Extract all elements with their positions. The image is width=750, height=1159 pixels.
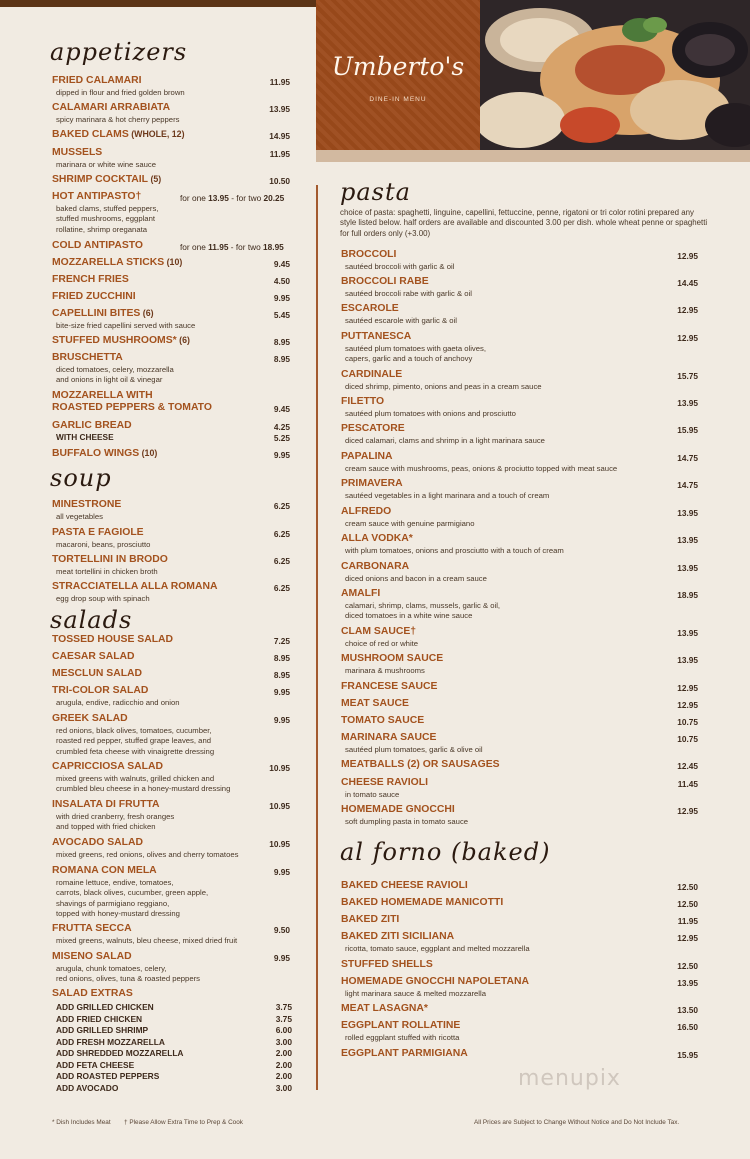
al-forno-item-desc: ricotta, tomato sauce, eggplant and melted mozzarella <box>345 944 530 953</box>
salads-item-name: CAPRICCIOSA SALAD <box>52 761 164 772</box>
appetizers-item-name: SHRIMP COCKTAIL (5) <box>52 174 162 185</box>
pasta-item-price: 12.95 <box>677 305 698 315</box>
pasta-heading: pasta <box>340 178 411 206</box>
salad-extra-name: ADD AVOCADO <box>56 1082 119 1093</box>
salads-item-desc: red onions, olives, tuna & roasted peppers <box>56 974 201 984</box>
pasta-item-desc: cream sauce with mushrooms, peas, onions & prociutto topped with meat sauce <box>345 464 618 473</box>
al-forno-item-name: BAKED ZITI <box>341 914 400 925</box>
appetizers-item-desc: bite-size fried capellini served with sauce <box>56 321 196 330</box>
salads-item-name: GREEK SALAD <box>52 713 128 724</box>
pasta-item-desc: cream sauce with genuine parmigiano <box>345 519 475 528</box>
pasta-item-desc: sautéed escarole with garlic & oil <box>345 316 457 325</box>
soup-item-price: 6.25 <box>273 556 290 566</box>
salads-item-price: 10.95 <box>269 839 290 849</box>
pasta-item-name: MUSHROOM SAUCE <box>341 653 444 664</box>
salad-extra-price: 2.00 <box>275 1071 292 1081</box>
salad-extra-row <box>56 1071 292 1083</box>
pasta-item-name: CLAM SAUCE† <box>341 626 417 637</box>
appetizers-item-qty: (10) <box>164 257 183 267</box>
pasta-item-name: ALLA VODKA* <box>341 533 413 544</box>
al-forno-item-name: HOMEMADE GNOCCHI NAPOLETANA <box>341 976 529 987</box>
price-part: - for two <box>228 193 264 203</box>
soup-item-price: 6.25 <box>273 529 290 539</box>
pasta-item-desc: capers, garlic and a touch of anchovy <box>345 354 473 364</box>
salads-item-price: 7.25 <box>273 636 290 646</box>
salads-item-price: 9.95 <box>273 953 290 963</box>
price-part: for one <box>180 193 209 203</box>
pasta-item-desc: sautéed plum tomatoes with gaeta olives, <box>345 344 487 353</box>
soup-item-name: TORTELLINI IN BRODO <box>52 554 168 565</box>
brand-logo: Umberto's <box>331 52 465 81</box>
appetizers-item-price: 4.25 <box>273 422 290 432</box>
pasta-item-price: 13.95 <box>677 398 698 408</box>
salad-extra-name: ADD GRILLED SHRIMP <box>56 1025 149 1035</box>
salads-item-price: 9.95 <box>273 687 290 697</box>
salads-item-price: 9.95 <box>273 867 290 877</box>
footnote-time: † Please Allow Extra Time to Prep & Cook <box>124 1119 243 1126</box>
appetizers-item-price: 9.95 <box>273 450 290 460</box>
pasta-item-price: 10.75 <box>677 717 698 727</box>
pasta-item-name: ALFREDO <box>341 506 392 517</box>
appetizers-item-price: 10.50 <box>269 176 290 186</box>
appetizers-item-price: 11.95 <box>269 77 290 87</box>
salads-item-price: 9.95 <box>273 715 290 725</box>
footnote-prices: All Prices are Subject to Change Without Notice and Do Not Include Tax. <box>474 1119 680 1126</box>
appetizers-item-qty: (6) <box>140 308 154 318</box>
column-divider <box>316 185 318 1090</box>
pasta-item-price: 11.45 <box>677 779 698 789</box>
appetizers-item-price: 4.50 <box>273 276 290 286</box>
soup-item-price: 6.25 <box>273 583 290 593</box>
salad-extra-price: 2.00 <box>275 1048 292 1058</box>
salad-extra-row <box>56 1083 292 1095</box>
appetizers-item-name: BRUSCHETTA <box>52 352 123 363</box>
appetizers-item-name: STUFFED MUSHROOMS* (6) <box>52 335 190 346</box>
soup-item-desc: meat tortellini in chicken broth <box>56 567 158 576</box>
salads-item-name: INSALATA DI FRUTTA <box>52 799 160 810</box>
pasta-item-name: FRANCESE SAUCE <box>341 681 438 692</box>
salads-item-desc: mixed greens, red onions, olives and cherry tomatoes <box>56 850 239 859</box>
al-forno-item-name: MEAT LASAGNA* <box>341 1003 428 1014</box>
appetizers-item-name: COLD ANTIPASTO <box>52 240 144 251</box>
salads-item-name: FRUTTA SECCA <box>52 923 132 934</box>
appetizers-item-name: FRENCH FRIES <box>52 274 129 285</box>
appetizers-item-price: 11.95 <box>269 149 290 159</box>
pasta-item-name: ESCAROLE <box>341 303 399 314</box>
appetizers-item-price: 8.95 <box>273 354 290 364</box>
salads-item-price: 10.95 <box>269 763 290 773</box>
price-part: 20.25 <box>263 193 285 203</box>
salads-item-desc: and topped with fried chicken <box>56 822 156 832</box>
al-forno-item-name: BAKED HOMEMADE MANICOTTI <box>341 897 504 908</box>
appetizers-item-name: GARLIC BREAD <box>52 420 132 431</box>
appetizers-item-sub-price: 5.25 <box>273 433 290 443</box>
pasta-item-name: MEATBALLS (2) OR SAUSAGES <box>341 759 500 770</box>
al-forno-item-price: 12.50 <box>677 899 698 909</box>
pasta-item-desc: with plum tomatoes, onions and prosciutto with a touch of cream <box>345 546 564 555</box>
salads-item-name: ROMANA CON MELA <box>52 865 157 876</box>
appetizers-item-desc: diced tomatoes, celery, mozzarella <box>56 365 174 374</box>
pasta-item-name: BROCCOLI RABE <box>341 276 429 287</box>
al-forno-item-name: BAKED ZITI SICILIANA <box>341 931 455 942</box>
price-part: for one <box>180 242 209 252</box>
pasta-item-desc: calamari, shrimp, clams, mussels, garlic & oil, <box>345 601 501 610</box>
appetizers-item-desc: stuffed mushrooms, eggplant <box>56 214 155 224</box>
price-part: 11.95 <box>208 242 229 252</box>
pasta-item-desc: diced calamari, clams and shrimp in a light marinara sauce <box>345 436 545 445</box>
salads-item-desc: crumbled feta cheese with vinaigrette dressing <box>56 746 215 756</box>
appetizers-item-name: HOT ANTIPASTO† <box>52 191 142 202</box>
salads-item-name: AVOCADO SALAD <box>52 837 144 848</box>
pasta-item-name: CHEESE RAVIOLI <box>341 777 428 788</box>
pasta-item-desc: sautéed broccoli rabe with garlic & oil <box>345 289 472 298</box>
salad-extra-price: 3.00 <box>275 1036 292 1047</box>
appetizers-item-desc: and onions in light oil & vinegar <box>56 375 163 385</box>
al-forno-item-desc: light marinara sauce & melted mozzarella <box>345 989 486 998</box>
pasta-item-desc: sautéed vegetables in a light marinara and a touch of cream <box>345 491 550 500</box>
appetizers-item-name: MOZZARELLA STICKS (10) <box>52 257 183 268</box>
al-forno-item-name: EGGPLANT PARMIGIANA <box>341 1048 468 1059</box>
salad-extra-name: ADD SHREDDED MOZZARELLA <box>56 1048 184 1058</box>
salads-item-name: MESCLUN SALAD <box>52 668 143 679</box>
appetizers-item-name: FRIED CALAMARI <box>52 75 142 86</box>
soup-item-price: 6.25 <box>273 501 290 511</box>
pasta-item-name: HOMEMADE GNOCCHI <box>341 804 455 815</box>
al-forno-item-price: 11.95 <box>677 916 698 926</box>
pasta-item-price: 12.95 <box>677 806 698 816</box>
salads-item-desc: carrots, black olives, cucumber, green apple, <box>56 888 209 898</box>
salads-item-name: TRI-COLOR SALAD <box>52 685 149 696</box>
salads-item-desc: mixed greens, walnuts, bleu cheese, mixed dried fruit <box>56 936 238 945</box>
salads-item-price: 8.95 <box>273 670 290 680</box>
appetizers-item-desc: spicy marinara & hot cherry peppers <box>56 115 180 124</box>
salad-extra-row <box>56 1037 292 1049</box>
salads-item-desc: shavings of parmigiano reggiano, <box>56 898 170 908</box>
appetizers-item-sub: WITH CHEESE <box>56 432 114 442</box>
top-strip <box>0 0 316 7</box>
pasta-item-price: 13.95 <box>677 628 698 638</box>
price-part: - for two <box>228 242 264 252</box>
pasta-item-desc: marinara & mushrooms <box>345 666 425 675</box>
pasta-item-desc: diced shrimp, pimento, onions and peas in a cream sauce <box>345 382 542 391</box>
salads-item-desc: romaine lettuce, endive, tomatoes, <box>56 878 174 887</box>
soup-item-desc: egg drop soup with spinach <box>56 594 150 603</box>
pasta-item-desc: diced onions and bacon in a cream sauce <box>345 574 487 583</box>
pasta-item-price: 14.75 <box>677 453 698 463</box>
pasta-item-name: CARBONARA <box>341 561 410 572</box>
salads-item-name: CAESAR SALAD <box>52 651 135 662</box>
brand-subtitle: DINE-IN MENU <box>369 96 427 103</box>
salad-extra-price: 6.00 <box>275 1025 292 1035</box>
salads-item-desc: mixed greens with walnuts, grilled chicken and <box>56 774 215 783</box>
soup-item-desc: macaroni, beans, prosciutto <box>56 540 151 549</box>
al-forno-heading: al forno (baked) <box>340 838 551 866</box>
al-forno-item-desc: rolled eggplant stuffed with ricotta <box>345 1033 460 1042</box>
pasta-item-name: PRIMAVERA <box>341 478 403 489</box>
pasta-item-desc: diced tomatoes in a white wine sauce <box>345 611 473 621</box>
salad-extra-name: ADD FRIED CHICKEN <box>56 1013 143 1024</box>
salad-extras-list <box>56 1002 292 1094</box>
appetizers-item-dual-price <box>180 242 284 252</box>
salads-item-desc: crumbled bleu cheese in a honey-mustard dressing <box>56 784 231 794</box>
salads-item-desc: arugula, chunk tomatoes, celery, <box>56 964 167 973</box>
appetizers-item-price: 14.95 <box>269 131 290 141</box>
footnote-meat: * Dish Includes Meat <box>52 1119 111 1126</box>
appetizers-item-name: ROASTED PEPPERS & TOMATO <box>52 402 212 413</box>
pasta-item-price: 13.95 <box>677 655 698 665</box>
pasta-item-price: 12.95 <box>677 251 698 261</box>
pasta-item-desc: sautéed plum tomatoes, garlic & olive oil <box>345 745 483 754</box>
al-forno-item-name: BAKED CHEESE RAVIOLI <box>341 880 468 891</box>
appetizers-item-desc: dipped in flour and fried golden brown <box>56 88 185 97</box>
menupix-watermark: menupix <box>518 1066 621 1091</box>
pasta-item-price: 13.95 <box>677 508 698 518</box>
soup-item-name: MINESTRONE <box>52 499 122 510</box>
pasta-item-price: 14.45 <box>677 278 698 288</box>
pasta-item-price: 18.95 <box>677 590 698 600</box>
pasta-item-name: PAPALINA <box>341 451 393 462</box>
salad-extra-price: 3.00 <box>275 1082 292 1093</box>
pasta-item-price: 13.95 <box>677 535 698 545</box>
appetizers-item-name: FRIED ZUCCHINI <box>52 291 136 302</box>
price-part: 13.95 <box>208 193 229 203</box>
soup-item-name: PASTA E FAGIOLE <box>52 527 144 538</box>
salad-extra-name: ADD GRILLED CHICKEN <box>56 1002 154 1012</box>
appetizers-item-price: 8.95 <box>273 337 290 347</box>
pasta-item-desc: soft dumpling pasta in tomato sauce <box>345 817 469 826</box>
pasta-item-price: 14.75 <box>677 480 698 490</box>
pasta-item-name: AMALFI <box>341 588 381 599</box>
pasta-item-name: FILETTO <box>341 396 385 407</box>
salad-extra-row <box>56 1060 292 1072</box>
appetizers-item-price: 13.95 <box>269 104 290 114</box>
pasta-item-name: PUTTANESCA <box>341 331 412 342</box>
pasta-item-name: MEAT SAUCE <box>341 698 409 709</box>
appetizers-item-name: BUFFALO WINGS (10) <box>52 448 158 459</box>
salad-extra-row <box>56 1014 292 1026</box>
salads-item-price: 10.95 <box>269 801 290 811</box>
soup-item-desc: all vegetables <box>56 512 104 521</box>
al-forno-item-price: 13.50 <box>677 1005 698 1015</box>
al-forno-item-name: STUFFED SHELLS <box>341 959 433 970</box>
pasta-item-name: PESCATORE <box>341 423 405 434</box>
appetizers-item-price: 9.95 <box>273 293 290 303</box>
appetizers-item-desc: marinara or white wine sauce <box>56 160 156 169</box>
pasta-item-name: CARDINALE <box>341 369 403 380</box>
soup-item-name: STRACCIATELLA ALLA ROMANA <box>52 581 218 592</box>
brand-banner <box>316 0 480 150</box>
salads-item-name: TOSSED HOUSE SALAD <box>52 634 174 645</box>
price-part: 18.95 <box>263 242 284 252</box>
appetizers-item-name: CAPELLINI BITES (6) <box>52 308 154 319</box>
appetizers-item-name: MOZZARELLA WITH <box>52 390 153 401</box>
al-forno-item-price: 12.95 <box>677 933 698 943</box>
pasta-item-price: 15.95 <box>677 425 698 435</box>
pasta-item-price: 13.95 <box>677 563 698 573</box>
salad-extra-name: ADD FETA CHEESE <box>56 1059 135 1070</box>
appetizers-item-price: 9.45 <box>273 259 290 269</box>
pasta-item-price: 12.95 <box>677 333 698 343</box>
soup-heading: soup <box>50 464 112 492</box>
salads-heading: salads <box>50 606 133 634</box>
seafood-pasta-photo <box>480 0 750 150</box>
pasta-item-price: 12.95 <box>677 683 698 693</box>
pasta-item-price: 12.95 <box>677 700 698 710</box>
al-forno-item-price: 13.95 <box>677 978 698 988</box>
appetizers-item-name: CALAMARI ARRABIATA <box>52 102 171 113</box>
appetizers-item-qty: (5) <box>148 174 162 184</box>
header-band <box>316 150 750 162</box>
appetizers-item-price: 9.45 <box>273 404 290 414</box>
salads-item-desc: red onions, black olives, tomatoes, cucumber, <box>56 726 212 735</box>
appetizers-item-price: 5.45 <box>273 310 290 320</box>
salads-item-desc: with dried cranberry, fresh oranges <box>56 812 175 821</box>
pasta-item-desc: in tomato sauce <box>345 790 400 799</box>
appetizers-item-qty: (WHOLE, 12) <box>128 129 185 139</box>
salad-extra-price: 3.75 <box>275 1002 292 1012</box>
salad-extra-price: 2.00 <box>275 1059 292 1070</box>
pasta-item-price: 10.75 <box>677 734 698 744</box>
al-forno-item-price: 16.50 <box>677 1022 698 1032</box>
pasta-item-name: BROCCOLI <box>341 249 397 260</box>
salads-item-name: MISENO SALAD <box>52 951 132 962</box>
pasta-item-name: TOMATO SAUCE <box>341 715 425 726</box>
salad-extra-name: ADD FRESH MOZZARELLA <box>56 1036 165 1047</box>
appetizers-item-desc: baked clams, stuffed peppers, <box>56 204 159 213</box>
salad-extra-price: 3.75 <box>275 1013 292 1024</box>
appetizers-item-desc: rollatine, shrimp oreganata <box>56 224 148 234</box>
appetizers-heading: appetizers <box>50 38 188 66</box>
al-forno-item-price: 15.95 <box>677 1050 698 1060</box>
pasta-item-price: 12.45 <box>677 761 698 771</box>
appetizers-item-name: MUSSELS <box>52 147 103 158</box>
pasta-item-desc: sautéed plum tomatoes with onions and prosciutto <box>345 409 516 418</box>
salads-item-name: SALAD EXTRAS <box>52 988 133 999</box>
salads-item-desc: arugula, endive, radicchio and onion <box>56 698 180 707</box>
pasta-item-desc: sautéed broccoli with garlic & oil <box>345 262 455 271</box>
pasta-item-desc: choice of red or white <box>345 639 419 648</box>
salad-extra-row <box>56 1025 292 1037</box>
salad-extra-name: ADD ROASTED PEPPERS <box>56 1071 160 1081</box>
salad-extra-row <box>56 1048 292 1060</box>
salads-item-price: 8.95 <box>273 653 290 663</box>
salads-item-price: 9.50 <box>273 925 290 935</box>
salads-item-desc: roasted red pepper, stuffed grape leaves, and <box>56 736 211 746</box>
appetizers-item-name: BAKED CLAMS (WHOLE, 12) <box>52 129 185 140</box>
al-forno-item-name: EGGPLANT ROLLATINE <box>341 1020 461 1031</box>
al-forno-item-price: 12.50 <box>677 961 698 971</box>
pasta-item-price: 15.75 <box>677 371 698 381</box>
salads-item-desc: topped with honey-mustard dressing <box>56 908 180 918</box>
pasta-item-name: MARINARA SAUCE <box>341 732 437 743</box>
appetizers-item-dual-price <box>180 193 284 203</box>
salad-extra-row <box>56 1002 292 1014</box>
pasta-intro: choice of pasta: spaghetti, linguine, capellini, fettuccine, penne, rigatoni or tri color rotini prepared any style listed below. half orders are available and discounted 3.00 per dish. whole wheat penne or spaghetti for full orders only (+3.00) <box>340 208 708 238</box>
appetizers-item-qty: (10) <box>139 448 158 458</box>
al-forno-item-price: 12.50 <box>677 882 698 892</box>
appetizers-item-qty: (6) <box>176 335 190 345</box>
